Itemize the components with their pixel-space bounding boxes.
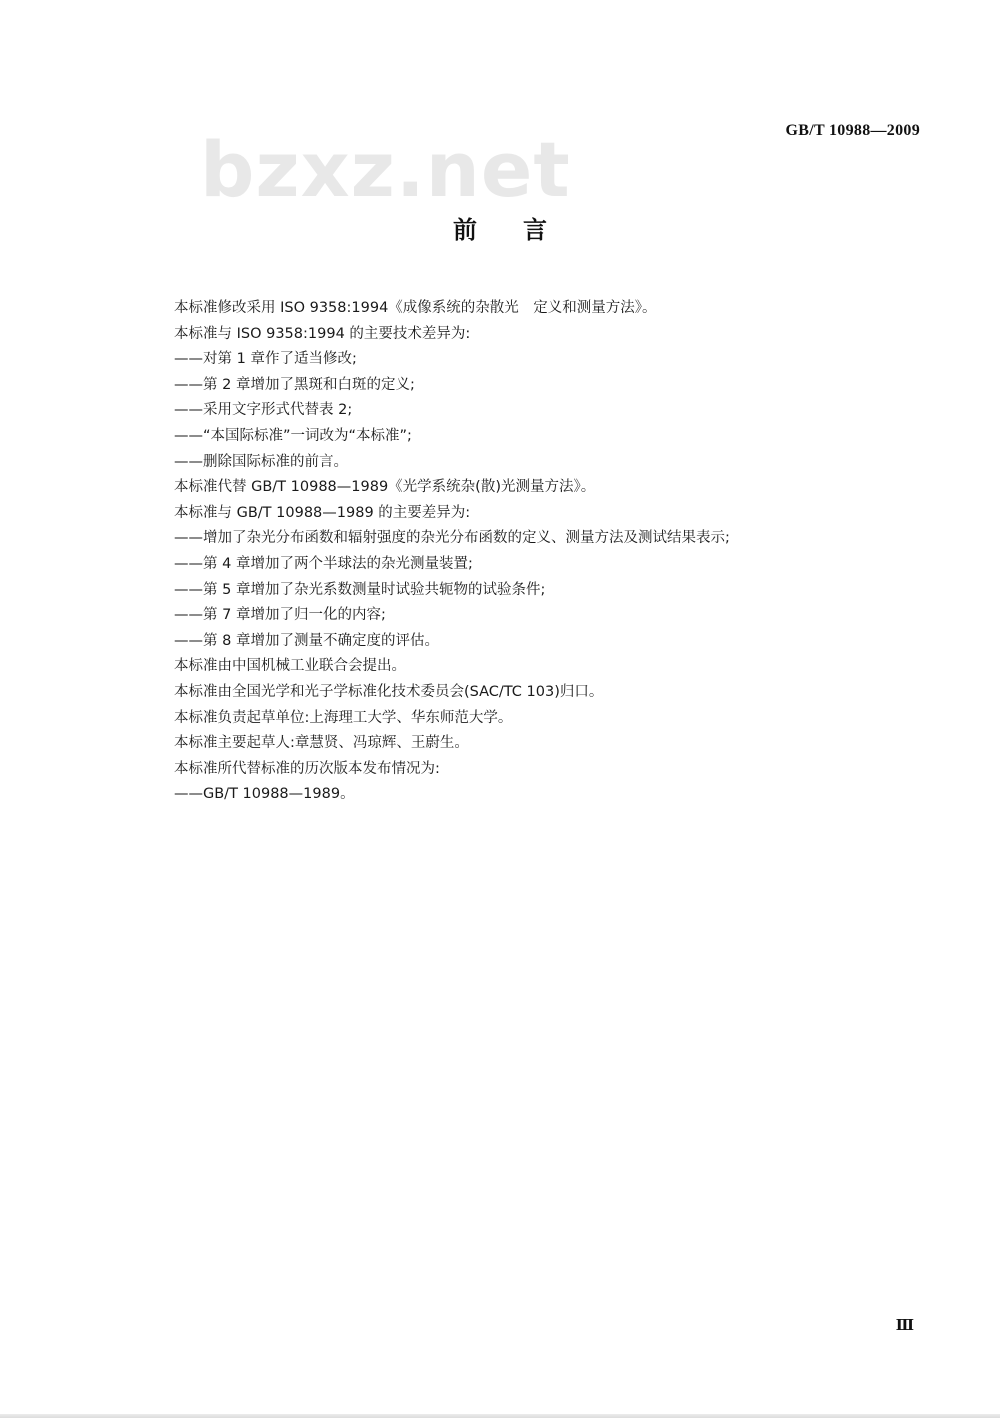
list-item: ——第 2 章增加了黑斑和白斑的定义; bbox=[174, 376, 415, 393]
list-item: ——对第 1 章作了适当修改; bbox=[174, 351, 357, 368]
list-item: ——删除国际标准的前言。 bbox=[174, 453, 348, 470]
paragraph: 本标准代替 GB/T 10988—1989《光学系统杂(散)光测量方法》。 bbox=[174, 479, 596, 496]
page-number: Ⅲ bbox=[895, 1318, 914, 1334]
page-bottom-edge bbox=[0, 1414, 1000, 1418]
paragraph: 本标准主要起草人:章慧贤、冯琼辉、王蔚生。 bbox=[174, 735, 469, 752]
watermark: bzxz.net bbox=[200, 125, 571, 214]
paragraph: 本标准与 GB/T 10988—1989 的主要差异为: bbox=[174, 504, 471, 521]
standard-number: GB/T 10988—2009 bbox=[785, 122, 920, 139]
list-item: ——采用文字形式代替表 2; bbox=[174, 402, 353, 419]
list-item: ——第 4 章增加了两个半球法的杂光测量装置; bbox=[174, 555, 473, 572]
foreword-body bbox=[174, 296, 894, 808]
paragraph: 本标准由中国机械工业联合会提出。 bbox=[174, 658, 406, 675]
list-item: ——第 8 章增加了测量不确定度的评估。 bbox=[174, 632, 439, 649]
page-title: 前言 bbox=[453, 216, 593, 244]
paragraph: 本标准由全国光学和光子学标准化技术委员会(SAC/TC 103)归口。 bbox=[174, 683, 604, 700]
paragraph: 本标准负责起草单位:上海理工大学、华东师范大学。 bbox=[174, 709, 513, 726]
paragraph: 本标准修改采用 ISO 9358:1994《成像系统的杂散光 定义和测量方法》。 bbox=[174, 300, 657, 316]
paragraph: 本标准所代替标准的历次版本发布情况为: bbox=[174, 760, 440, 777]
list-item: ——“本国际标准”一词改为“本标准”; bbox=[174, 427, 412, 444]
paragraph: 本标准与 ISO 9358:1994 的主要技术差异为: bbox=[174, 325, 471, 342]
list-item: ——GB/T 10988—1989。 bbox=[174, 786, 355, 803]
list-item: ——增加了杂光分布函数和辐射强度的杂光分布函数的定义、测量方法及测试结果表示; bbox=[174, 530, 730, 547]
list-item: ——第 7 章增加了归一化的内容; bbox=[174, 607, 386, 624]
list-item: ——第 5 章增加了杂光系数测量时试验共轭物的试验条件; bbox=[174, 581, 546, 598]
